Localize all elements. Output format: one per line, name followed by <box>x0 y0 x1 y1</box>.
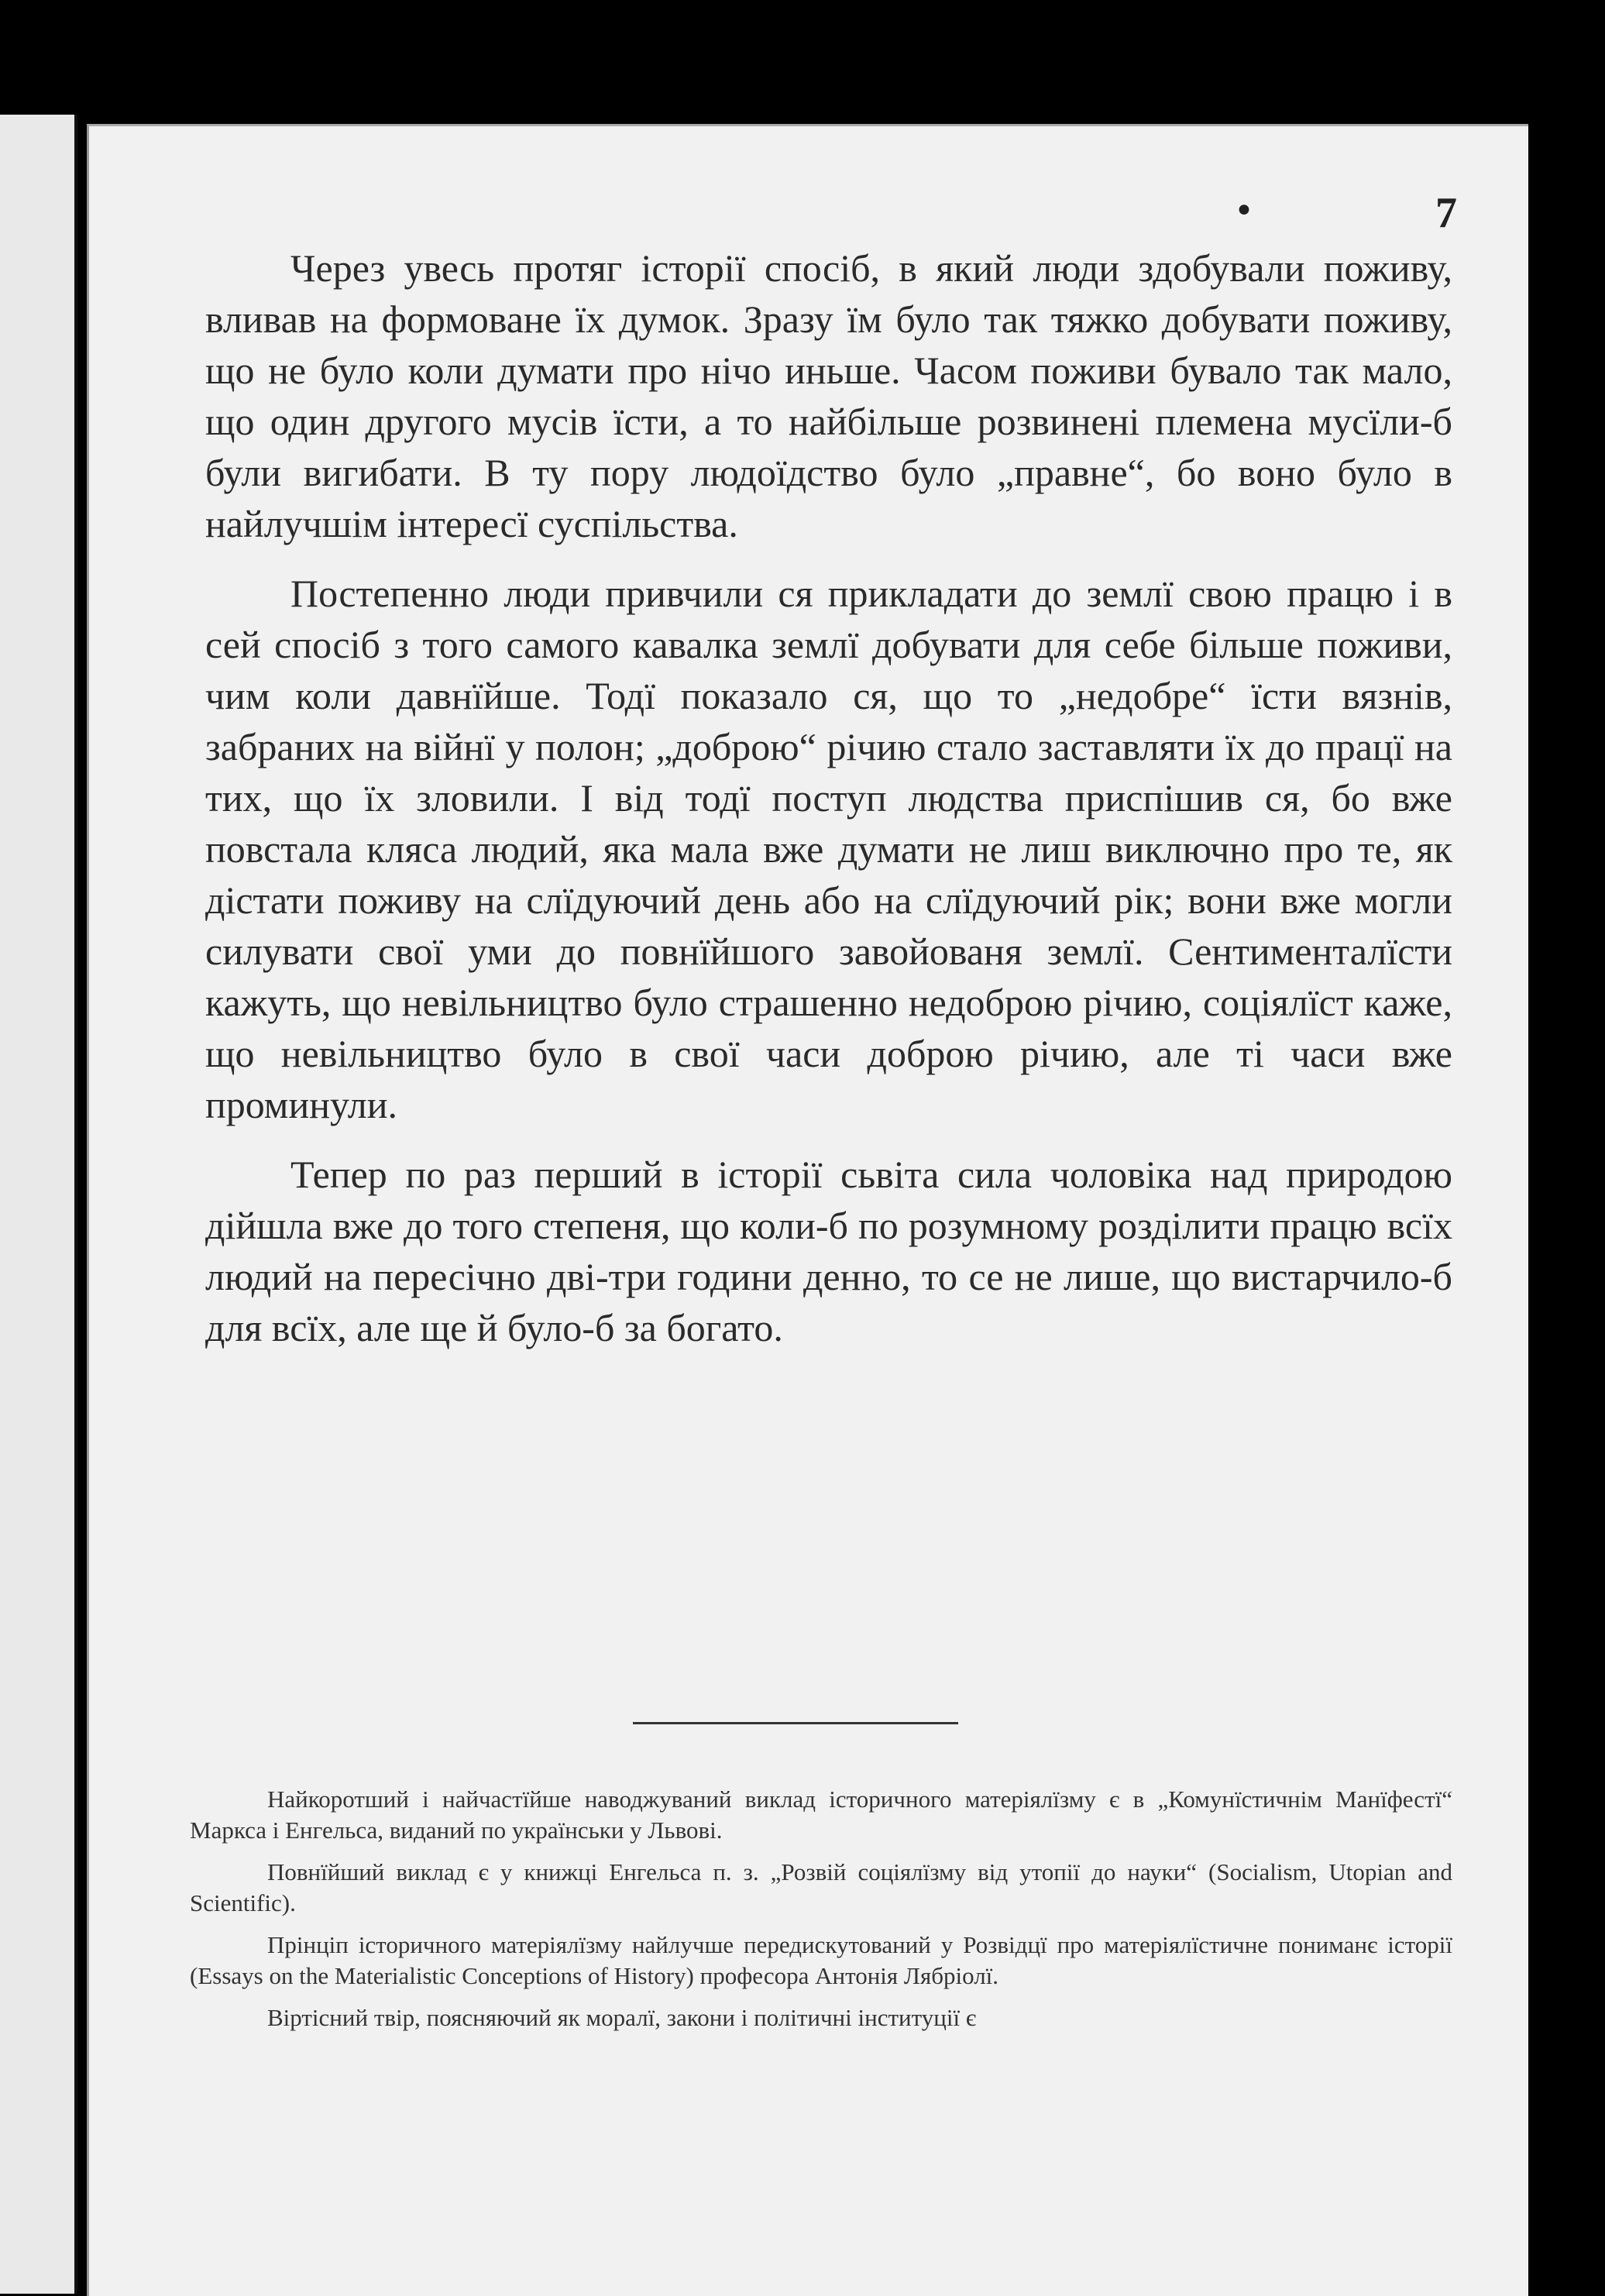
footnote-2: Повнїйший виклад є у книжці Енгельса п. з. „Розвій соціялїзму від утопії до науки“ (Socialism, Utopian and Scientific). <box>190 1858 1452 1916</box>
footnote-divider <box>633 1722 958 1724</box>
footnote-3: Прінціп історичного матеріялїзму найлучше передискутований у Розвідцї про матеріялїстичне пониманє історії (Essays on the Materialistic Conceptions of History) професора Антонія Лябріолї. <box>190 1931 1452 1989</box>
footnotes <box>190 1784 1452 2044</box>
main-text <box>205 242 1452 1372</box>
paragraph-3: Тепер по раз перший в історії сьвіта сила чоловіка над природою дійшла вже до того степеня, що коли-б по розумному розділити працю всїх людий на пересічно дві-три години денно, то се не лише, що вистарчило-б для всїх, але ще й було-б за богато. <box>205 1153 1452 1349</box>
paragraph-1: Через увесь протяг історії спосіб, в який люди здобували поживу, вливав на формоване їх думок. Зразу їм було так тяжко добувати поживу, що не було коли думати про нічо иньше. Часом поживи бувало так мало, що один другого мусів їсти, а то найбільше розвинені племена мусїли-б були вигибати. В ту пору людоїдство було „правне“, бо воно було в найлучшім інтересї суспільства. <box>205 246 1452 545</box>
footnote-4: Віртісний твір, поясняючий як моралї, закони і політичні інституції є <box>267 2004 977 2031</box>
paragraph-2: Постепенно люди привчили ся прикладати до землї свою працю і в сей спосіб з того самого кавалка землї добувати для себе більше поживи, чим коли давнїйше. Тодї показало ся, що то „недобре“ їсти вязнів, забраних на війнї у полон; „доброю“ річию стало заставляти їх до працї на тих, що їх зловили. І від тодї поступ людства приспішив ся, бо вже повстала кляса людий, яка мала вже думати не лиш виключно про те, як дістати поживу на слїдуючий день або на слїдуючий рік; вони вже могли силувати свої уми до повнїйшого завойованя землї. Сентименталїсти кажуть, що невільництво було страшенно недоброю річию, соціялїст каже, що невільництво було в свої часи доброю річию, але ті часи вже проминули. <box>205 572 1452 1126</box>
footnote-1: Найкоротший і найчастїйше наводжуваний виклад історичного матеріялїзму є в „Комунїстичнім Манїфестї“ Маркса і Енгельса, виданий по українськи у Львові. <box>190 1786 1452 1844</box>
page-number: 7 <box>1435 189 1457 237</box>
page-header-marker: • <box>1234 191 1254 231</box>
previous-page-edge <box>0 115 77 2294</box>
book-page <box>87 124 1528 2296</box>
